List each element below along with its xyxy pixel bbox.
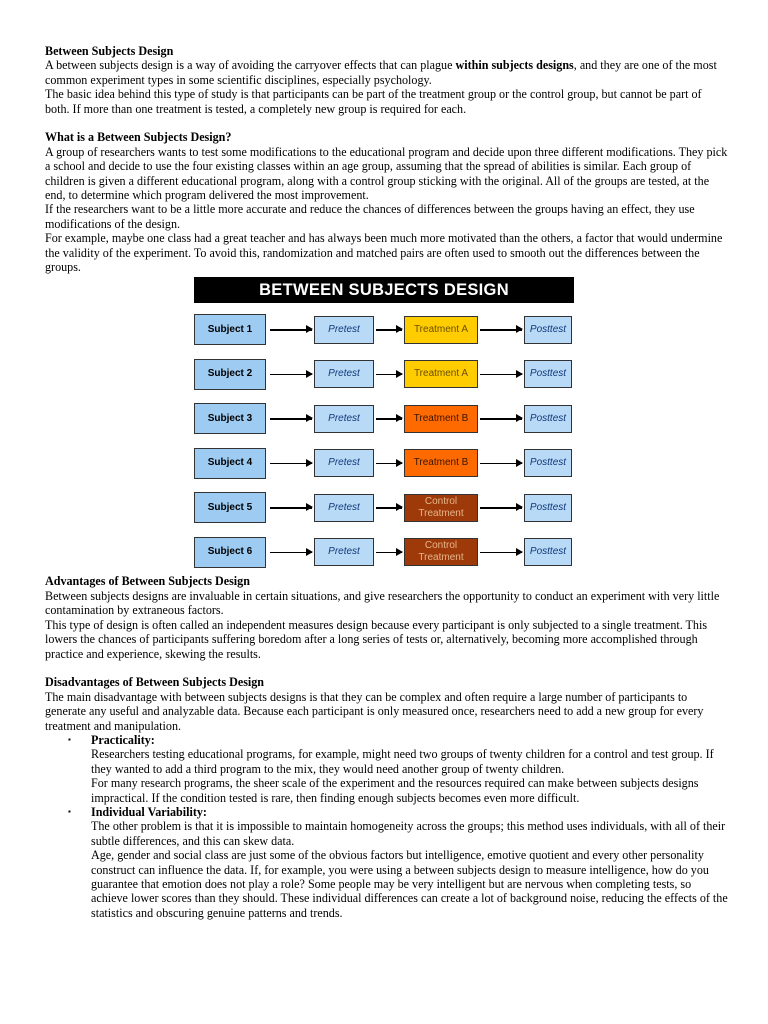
advantages-heading: Advantages of Between Subjects Design (45, 574, 250, 589)
practicality-paragraph-1: Researchers testing educational programs, for example, might need two groups of twenty children for a control and test group. If they wanted to add a third program to the mix, they would need another group of twenty children. (91, 747, 714, 776)
treatment-box: Treatment A (404, 360, 478, 388)
arrow-icon (480, 418, 522, 419)
pretest-box: Pretest (314, 405, 374, 433)
disadvantages-heading: Disadvantages of Between Subjects Design (45, 675, 265, 690)
intro-p1-end: , and they are one of the most common experiment types in some scientific disciplines, especially psychology. (45, 58, 717, 87)
pretest-box: Pretest (314, 316, 374, 344)
intro-p1-start: A between subjects design is a way of avoiding the carryover effects that can plague (45, 58, 456, 73)
disadvantages-list (45, 733, 728, 920)
arrow-icon (270, 463, 312, 464)
document-page (45, 44, 728, 920)
subject-box: Subject 5 (194, 492, 266, 523)
arrow-icon (376, 329, 402, 330)
practicality-paragraph-2: For many research programs, the sheer scale of the experiment and the resources required can make between subjects designs impractical. If the condition tested is rare, then finding enough subjects becomes even more difficult. (91, 776, 699, 805)
arrow-icon (376, 418, 402, 419)
variability-paragraph-1: The other problem is that it is impossible to maintain homogeneity across the groups; this method uses individuals, with all of their subtle differences, and this can skew data. (91, 819, 726, 848)
subject-box: Subject 6 (194, 537, 266, 568)
diagram-title: BETWEEN SUBJECTS DESIGN (194, 277, 574, 303)
treatment-box: Treatment A (404, 316, 478, 344)
treatment-box: Treatment B (404, 405, 478, 433)
list-item-practicality (45, 733, 728, 805)
arrow-icon (376, 374, 402, 375)
arrow-icon (480, 463, 522, 464)
disadvantages-paragraph-1: The main disadvantage with between subjects designs is that they can be complex and often require a large number of participants to generate any useful and analyzable data. Because each participant is only measured once, researchers need to add a new group for every treatment and manipulation. (45, 689, 704, 733)
intro-paragraph-2: The basic idea behind this type of study is that participants can be part of the treatment group or the control group, but cannot be part of both. If more than one treatment is tested, a completely new group is required for each. (45, 87, 702, 116)
posttest-box: Posttest (524, 538, 572, 566)
posttest-box: Posttest (524, 494, 572, 522)
arrow-icon (270, 374, 312, 375)
what-paragraph-3: For example, maybe one class had a great teacher and has always been much more motivated than the others, a factor that would undermine the validity of the experiment. To avoid this, randomization and matched pairs are often used to smooth out the differences between the groups. (45, 231, 723, 275)
pretest-box: Pretest (314, 494, 374, 522)
bullet-square-icon: ▪ (68, 806, 71, 816)
arrow-icon (480, 507, 522, 508)
what-paragraph-1: A group of researchers wants to test some modifications to the educational program and decide upon three different modifications. They pick a school and decide to use the four existing classes within an age group, assuming that the spread of abilities is similar. Each group of children is given a different educational program, along with a control group sticking with the original. All of the groups are tested, at the end, to determine which program delivered the most improvement. (45, 144, 728, 203)
intro-heading: Between Subjects Design (45, 44, 174, 58)
subject-box: Subject 3 (194, 403, 266, 434)
treatment-box: Control Treatment (404, 538, 478, 566)
arrow-icon (270, 418, 312, 419)
subject-box: Subject 2 (194, 359, 266, 390)
treatment-box: Treatment B (404, 449, 478, 477)
within-subjects-link-text: within subjects designs (455, 58, 574, 73)
subject-box: Subject 4 (194, 448, 266, 479)
posttest-box: Posttest (524, 316, 572, 344)
posttest-box: Posttest (524, 405, 572, 433)
variability-label: Individual Variability: (91, 804, 207, 819)
pretest-box: Pretest (314, 538, 374, 566)
treatment-box: Control Treatment (404, 494, 478, 522)
what-heading: What is a Between Subjects Design? (45, 130, 232, 145)
posttest-box: Posttest (524, 360, 572, 388)
pretest-box: Pretest (314, 360, 374, 388)
bullet-square-icon: ▪ (68, 734, 71, 744)
subject-box: Subject 1 (194, 314, 266, 345)
arrow-icon (480, 329, 522, 330)
arrow-icon (270, 552, 312, 553)
pretest-box: Pretest (314, 449, 374, 477)
advantages-paragraph-2: This type of design is often called an independent measures design because every participant is only subjected to a single treatment. This lowers the chances of participants suffering boredom after a long series of tests or, alternatively, becoming more accomplished through practice and experience, skewing the results. (45, 617, 708, 661)
arrow-icon (480, 374, 522, 375)
between-subjects-diagram (194, 277, 574, 574)
arrow-icon (376, 552, 402, 553)
arrow-icon (376, 463, 402, 464)
arrow-icon (376, 507, 402, 508)
what-paragraph-2: If the researchers want to be a little more accurate and reduce the chances of differences between the groups having an effect, they use modifications of the design. (45, 202, 695, 231)
variability-paragraph-2: Age, gender and social class are just some of the obvious factors but intelligence, emotive quotient and every other personality construct can influence the data. If, for example, you were using a between subjects design to measure intelligence, how do you guarantee that emotion does not play a role? Some people may be very intelligent but are nervous when completing tests, so achieve lower scores than they should. These individual differences can create a lot of background noise, reducing the effects of the statistics and obscuring genuine patterns and trends. (91, 848, 728, 920)
intro-paragraph-1 (45, 58, 728, 87)
arrow-icon (270, 507, 312, 508)
list-item-individual-variability (45, 805, 728, 920)
arrow-icon (270, 329, 312, 330)
arrow-icon (480, 552, 522, 553)
advantages-paragraph-1: Between subjects designs are invaluable in certain situations, and give researchers the opportunity to conduct an experiment with very little contamination by extraneous factors. (45, 588, 720, 618)
practicality-label: Practicality: (91, 732, 155, 747)
posttest-box: Posttest (524, 449, 572, 477)
